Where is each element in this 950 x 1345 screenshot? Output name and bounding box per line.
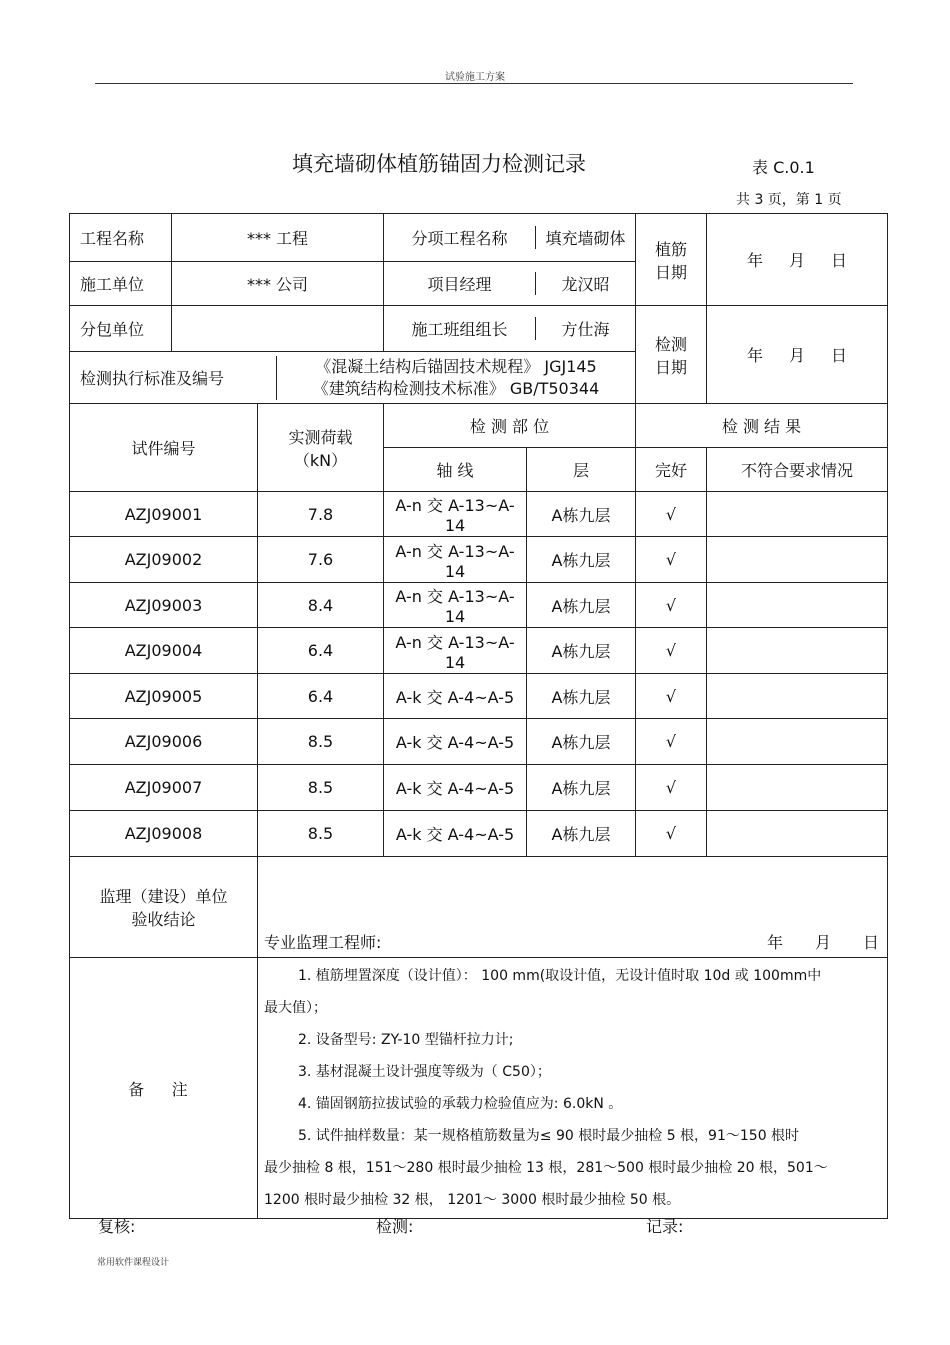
floor-cell: A栋九层 (527, 628, 636, 674)
page-header-text: 试验施工方案 (445, 72, 505, 83)
fail-cell (707, 583, 888, 628)
note-2: 2. 设备型号: ZY-10 型锚杆拉力计; (298, 1032, 514, 1048)
record-signature-label: 记录: (646, 1217, 684, 1236)
test-signature-label: 检测: (376, 1217, 414, 1236)
notes-body (258, 958, 888, 1219)
specimen-id: AZJ09002 (70, 537, 258, 583)
test-date-value: 年 月 日 (707, 306, 888, 404)
col-header-load: 实测荷载 （kN） (258, 404, 384, 492)
standard-label: 检测执行标准及编号 (70, 356, 277, 400)
fail-cell (707, 628, 888, 674)
note-4: 4. 锚固钢筋拉拔试验的承载力检验值应为: 6.0kN 。 (298, 1096, 623, 1112)
ok-mark: √ (636, 674, 707, 719)
measured-load: 6.4 (258, 674, 384, 719)
header-divider (95, 83, 853, 84)
plant-date-label: 植筋日期 (636, 214, 707, 306)
specimen-id: AZJ09003 (70, 583, 258, 628)
measured-load: 7.8 (258, 492, 384, 537)
axis-cell: A-k 交 A-4~A-5 (384, 674, 527, 719)
note-5: 5. 试件抽样数量：某一规格植筋数量为≤ 90 根时最少抽检 5 根，91～150 根时 (298, 1128, 800, 1144)
project-name-value: *** 工程 (172, 214, 384, 262)
measured-load: 8.4 (258, 583, 384, 628)
specimen-id: AZJ09001 (70, 492, 258, 537)
axis-cell: A-n 交 A-13~A-14 (384, 537, 527, 583)
col-header-id: 试件编号 (70, 404, 258, 492)
axis-cell: A-k 交 A-4~A-5 (384, 719, 527, 765)
col-header-fail: 不符合要求情况 (707, 448, 888, 492)
axis-cell: A-n 交 A-13~A-14 (384, 583, 527, 628)
pm-label: 项目经理 (384, 272, 536, 295)
ok-mark: √ (636, 537, 707, 583)
col-header-axis: 轴 线 (384, 448, 527, 492)
col-header-result: 检 测 结 果 (636, 404, 888, 448)
axis-cell: A-n 交 A-13~A-14 (384, 492, 527, 537)
team-leader-label: 施工班组组长 (384, 317, 536, 340)
specimen-id: AZJ09004 (70, 628, 258, 674)
axis-cell: A-n 交 A-13~A-14 (384, 628, 527, 674)
floor-cell: A栋九层 (527, 765, 636, 811)
subcontractor-value (172, 306, 384, 352)
page-title: 填充墙砌体植筋锚固力检测记录 (292, 152, 586, 176)
floor-cell: A栋九层 (527, 492, 636, 537)
table-row (70, 811, 888, 857)
specimen-id: AZJ09007 (70, 765, 258, 811)
col-header-floor: 层 (527, 448, 636, 492)
standard-value (277, 356, 636, 400)
floor-cell: A栋九层 (527, 719, 636, 765)
col-header-ok: 完好 (636, 448, 707, 492)
sub-project-label: 分项工程名称 (384, 226, 536, 249)
form-number: 表 C.0.1 (752, 158, 815, 177)
axis-cell: A-k 交 A-4~A-5 (384, 765, 527, 811)
table-row (70, 674, 888, 719)
fail-cell (707, 674, 888, 719)
ok-mark: √ (636, 765, 707, 811)
table-row (70, 492, 888, 537)
specimen-id: AZJ09008 (70, 811, 258, 857)
table-row (70, 719, 888, 765)
specimen-id: AZJ09006 (70, 719, 258, 765)
test-date-label: 检测日期 (636, 306, 707, 404)
contractor-value: *** 公司 (172, 262, 384, 306)
conclusion-date: 年 月 日 (766, 933, 879, 952)
note-1: 1. 植筋埋置深度（设计值）： 100 mm(取设计值，无设计值时取 10d 或 100mm中 (298, 968, 822, 984)
note-3: 3. 基材混凝土设计强度等级为（ C50）； (298, 1064, 551, 1080)
sub-project-value: 填充墙砌体 (536, 226, 636, 249)
floor-cell: A栋九层 (527, 674, 636, 719)
floor-cell: A栋九层 (527, 537, 636, 583)
col-header-location: 检 测 部 位 (384, 404, 636, 448)
note-5-cont-2: 1200 根时最少抽检 32 根， 1201～ 3000 根时最少抽检 50 根。 (264, 1192, 681, 1208)
standard-line-1: 《混凝土结构后锚固技术规程》 JGJ145 (315, 356, 597, 376)
conclusion-body (258, 857, 888, 958)
conclusion-label: 监理（建设）单位 验收结论 (70, 857, 258, 958)
table-row (70, 765, 888, 811)
measured-load: 7.6 (258, 537, 384, 583)
fail-cell (707, 765, 888, 811)
ok-mark: √ (636, 811, 707, 857)
measured-load: 8.5 (258, 719, 384, 765)
fail-cell (707, 719, 888, 765)
axis-cell: A-k 交 A-4~A-5 (384, 811, 527, 857)
team-leader-value: 方仕海 (536, 317, 636, 340)
measured-load: 8.5 (258, 765, 384, 811)
supervising-engineer-label: 专业监理工程师: (264, 933, 382, 952)
note-5-cont: 最少抽检 8 根，151～280 根时最少抽检 13 根，281～500 根时最少抽检 20 根，501～ (264, 1160, 828, 1176)
floor-cell: A栋九层 (527, 811, 636, 857)
contractor-label: 施工单位 (70, 262, 172, 306)
ok-mark: √ (636, 583, 707, 628)
table-row (70, 537, 888, 583)
ok-mark: √ (636, 719, 707, 765)
plant-date-value: 年 月 日 (707, 214, 888, 306)
standard-line-2: 《建筑结构检测技术标准》 GB/T50344 (312, 378, 600, 398)
fail-cell (707, 492, 888, 537)
page-count: 共 3 页，第 1 页 (736, 192, 842, 208)
table-row (70, 583, 888, 628)
record-table (69, 213, 888, 1219)
fail-cell (707, 537, 888, 583)
fail-cell (707, 811, 888, 857)
project-name-label: 工程名称 (70, 214, 172, 262)
review-signature-label: 复核: (98, 1217, 136, 1236)
note-1-cont: 最大值）； (264, 1000, 327, 1016)
floor-cell: A栋九层 (527, 583, 636, 628)
pm-value: 龙汉昭 (536, 272, 636, 295)
specimen-id: AZJ09005 (70, 674, 258, 719)
measured-load: 8.5 (258, 811, 384, 857)
ok-mark: √ (636, 492, 707, 537)
notes-label: 备 注 (70, 958, 258, 1219)
table-row (70, 628, 888, 674)
page-footer-text: 常用软件课程设计 (97, 1258, 170, 1268)
ok-mark: √ (636, 628, 707, 674)
subcontractor-label: 分包单位 (70, 306, 172, 352)
measured-load: 6.4 (258, 628, 384, 674)
